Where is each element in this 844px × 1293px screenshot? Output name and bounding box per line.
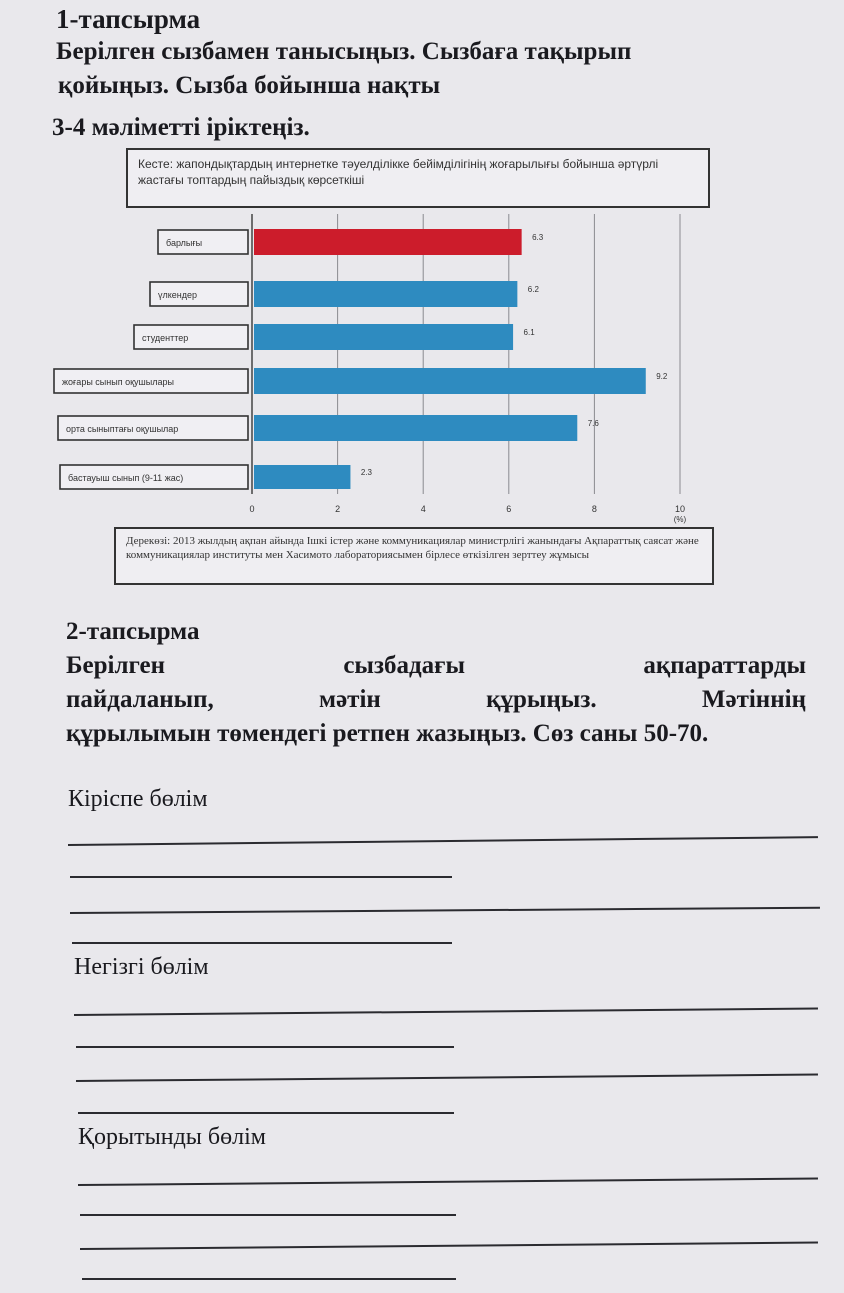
task2-instruction-line2: [66, 686, 806, 714]
task2-heading: 2-тапсырма: [66, 618, 200, 645]
x-tick-label: 6: [506, 504, 512, 514]
task1-instruction-line1: Берілген сызбамен танысыңыз. Сызбаға тақырып: [56, 38, 632, 65]
x-axis-unit-label: (%): [673, 515, 687, 524]
value-label: 2.3: [360, 468, 373, 477]
answer-line[interactable]: [80, 1242, 818, 1250]
answer-line[interactable]: [68, 836, 818, 846]
answer-line[interactable]: [82, 1278, 456, 1280]
answer-line[interactable]: [72, 942, 452, 944]
chart-source-text: Дерекөзі: 2013 жылдың ақпан айында Ішкі істер және коммуникациялар министрлігі жанындағы Ақпараттық саясат және коммуникациялар институты мен Хасимото лабораториясымен бірлесе өткізілген зерттеу жұмысы: [126, 535, 699, 561]
chart-source-box: [114, 527, 714, 585]
x-tick-label: 10: [674, 504, 686, 514]
answer-line[interactable]: [70, 876, 452, 878]
chart-bar: [254, 281, 517, 307]
answer-line[interactable]: [78, 1112, 454, 1114]
answer-line[interactable]: [80, 1214, 456, 1216]
category-label: бастауыш сынып (9-11 жас): [68, 473, 184, 483]
category-label: орта сыныптағы оқушылар: [66, 424, 179, 434]
value-label: 6.2: [527, 285, 539, 294]
bar-chart: [0, 0, 844, 530]
chart-bar: [254, 368, 646, 394]
x-tick-label: 8: [591, 504, 597, 514]
task2-word: Берілген: [66, 652, 166, 679]
answer-line[interactable]: [78, 1178, 818, 1186]
task1-heading: 1-тапсырма: [56, 4, 201, 34]
x-tick-label: 2: [335, 504, 341, 514]
task1-instruction-line3: 3-4 мәліметті іріктеңіз.: [52, 114, 310, 141]
category-label: студенттер: [142, 333, 189, 343]
value-label: 6.1: [523, 328, 535, 337]
task2-word: құрыңыз.: [486, 686, 597, 713]
answer-line[interactable]: [76, 1074, 818, 1082]
task2-instruction-line1: [66, 652, 806, 680]
chart-bar: [254, 465, 350, 489]
intro-section-label: Кіріспе бөлім: [68, 786, 208, 812]
task2-instruction-line3: құрылымын төмендегі ретпен жазыңыз. Сөз саны 50-70.: [66, 720, 709, 747]
category-label: үлкендер: [158, 290, 198, 300]
value-label: 7.6: [587, 419, 599, 428]
category-label: жоғары сынып оқушылары: [62, 377, 174, 387]
answer-line[interactable]: [70, 907, 820, 914]
chart-title: Кесте: жапондықтардың интернетке тәуелділікке бейімділігінің жоғарылығы бойынша әртүрлі жастағы топтардың пайыздық көрсеткіші: [138, 157, 659, 187]
chart-bar: [254, 415, 577, 441]
category-label: барлығы: [166, 238, 203, 248]
task2-word: сызбадағы: [343, 652, 466, 679]
chart-bar: [254, 229, 522, 255]
x-tick-label: 0: [249, 504, 255, 514]
task2-word: Мәтіннің: [701, 686, 806, 713]
value-label: 9.2: [656, 372, 668, 381]
main-section-label: Негізгі бөлім: [74, 954, 209, 980]
value-label: 6.3: [532, 233, 544, 242]
chart-bar: [254, 324, 513, 350]
x-tick-label: 4: [420, 504, 426, 514]
task2-word: ақпараттарды: [643, 652, 806, 679]
task1-instruction-line2: қойыңыз. Сызба бойынша нақты: [58, 72, 441, 99]
answer-line[interactable]: [76, 1046, 454, 1048]
task2-word: пайдаланып,: [66, 686, 214, 713]
conclusion-section-label: Қорытынды бөлім: [78, 1124, 266, 1150]
answer-line[interactable]: [74, 1008, 818, 1016]
task2-word: мәтін: [319, 686, 381, 713]
